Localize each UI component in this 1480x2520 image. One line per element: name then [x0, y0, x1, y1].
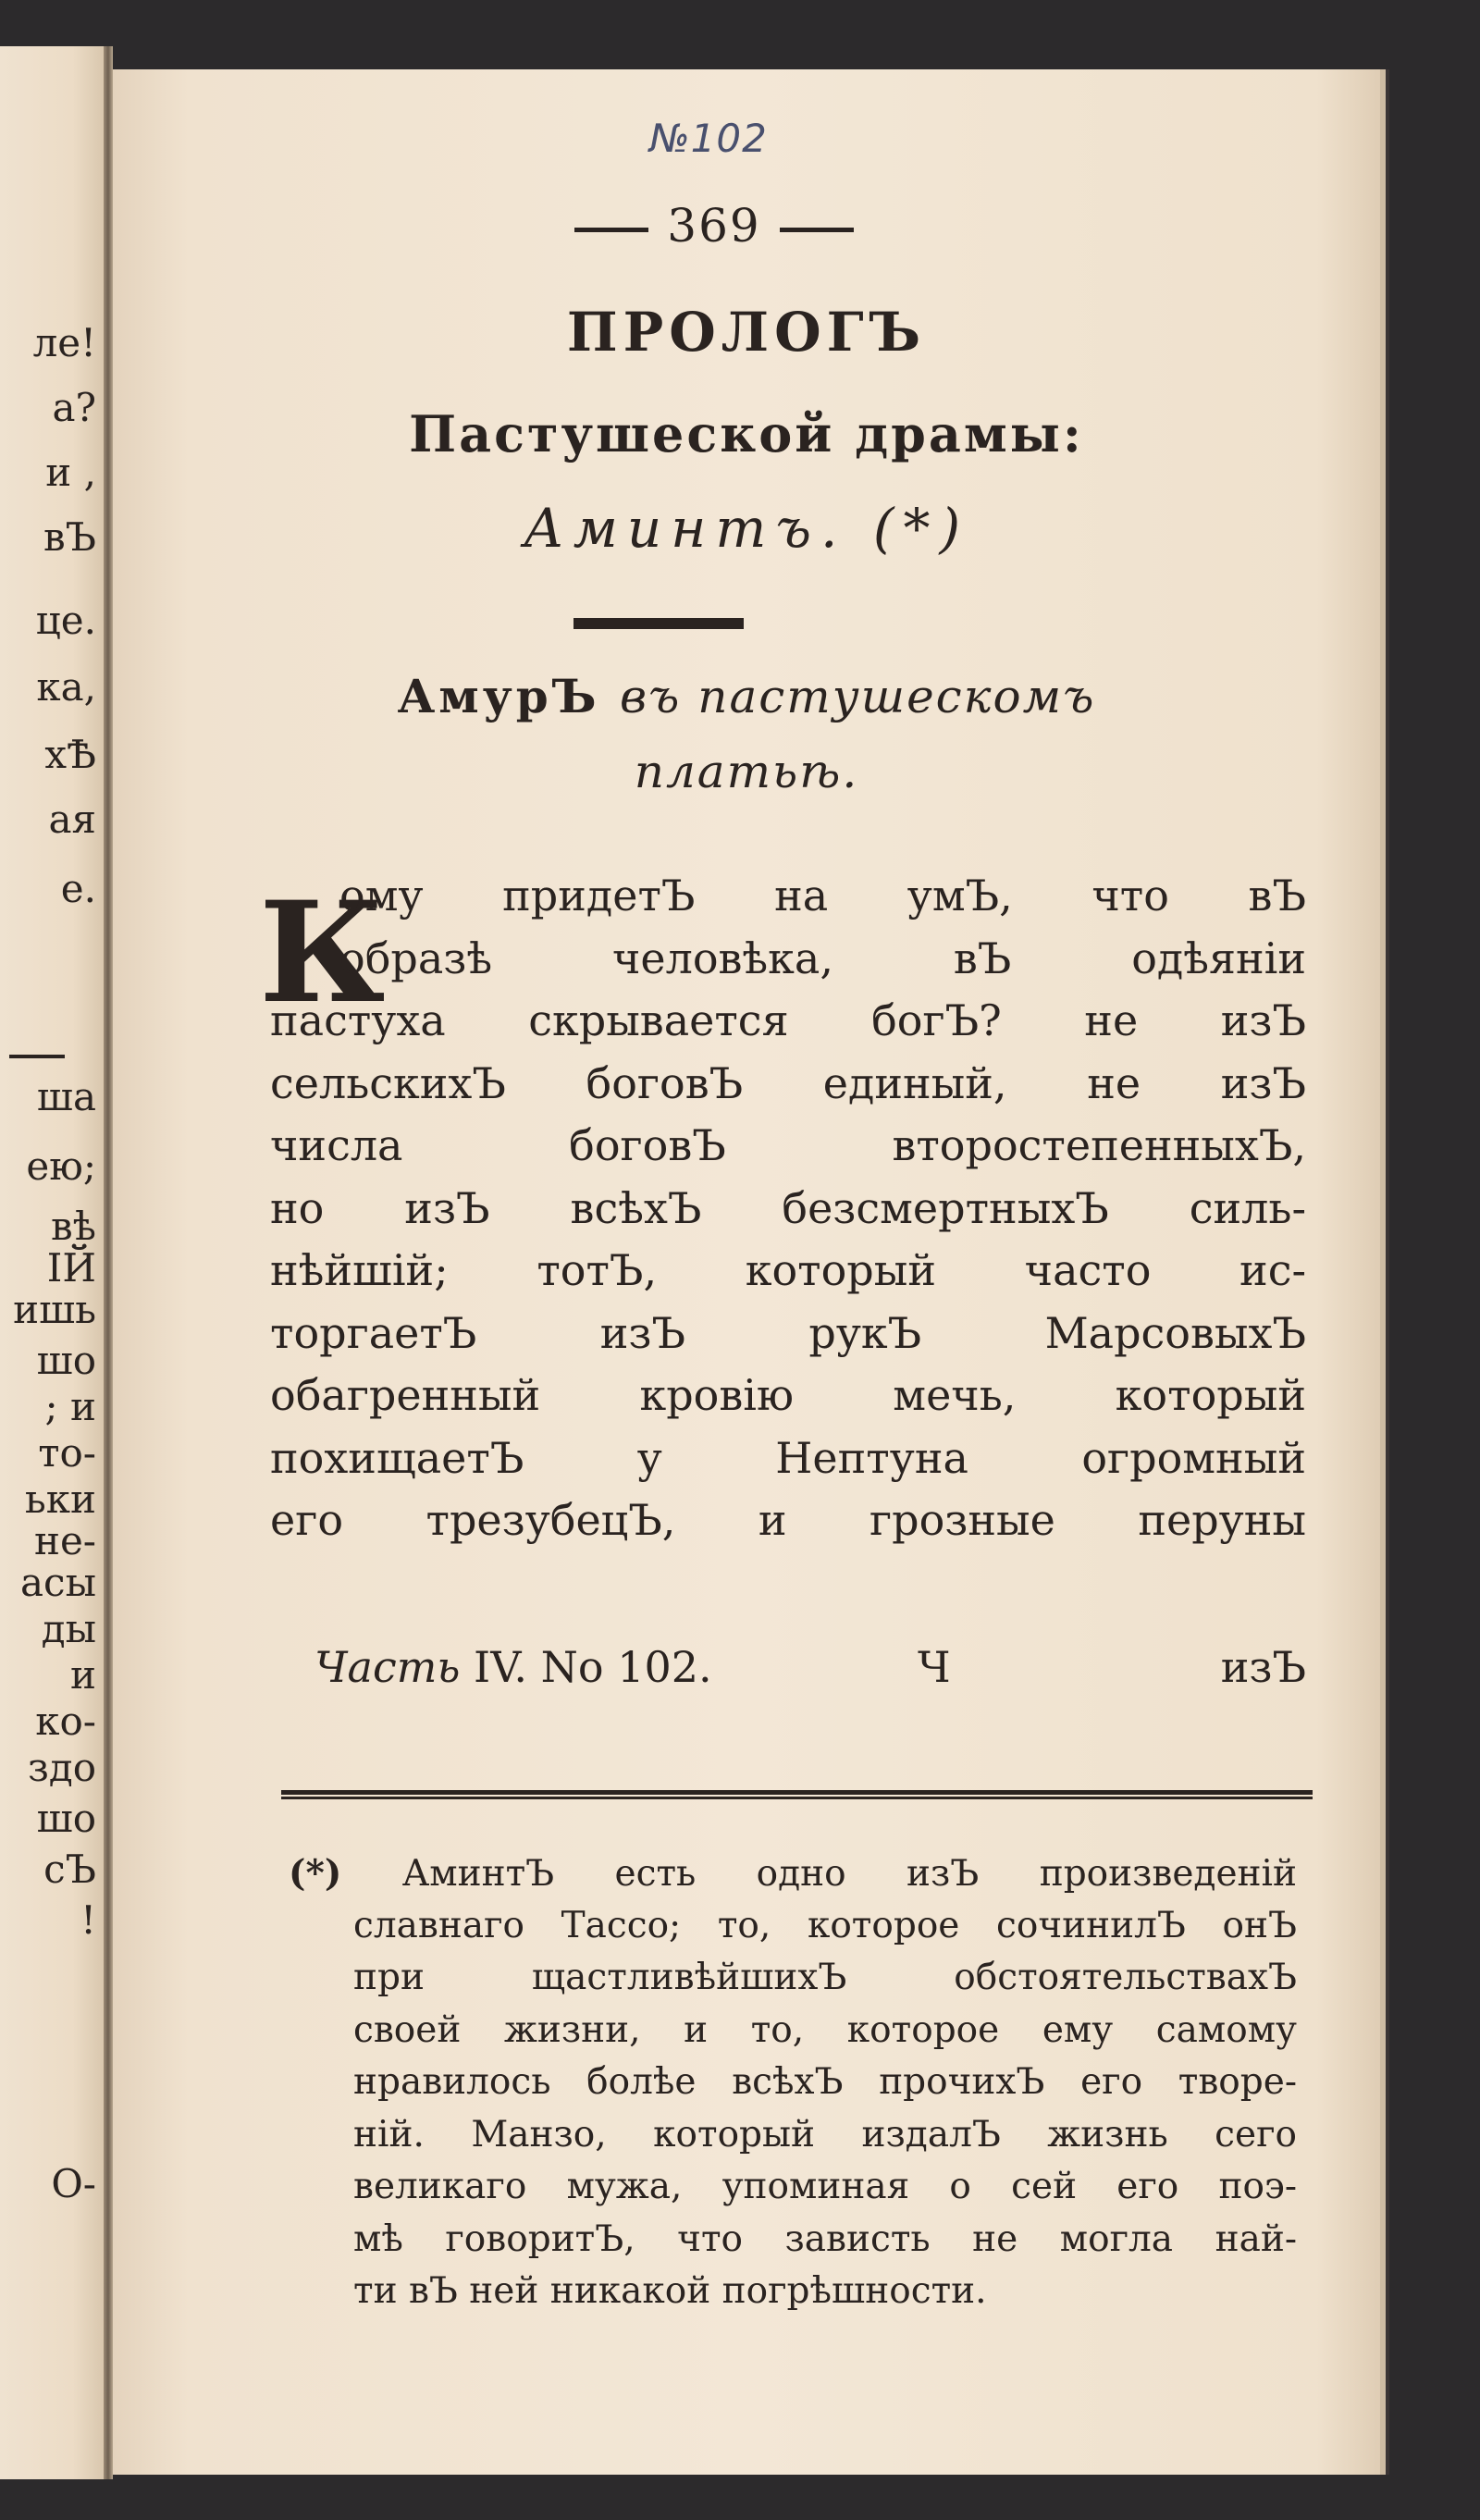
volume-number: IV. No 102. — [474, 1642, 712, 1692]
character-name: АмурЪ — [397, 669, 600, 723]
body-line: но изЪ всѣхЪ безсмертныхЪ силь- — [270, 1182, 1306, 1233]
catchword: изЪ — [1220, 1642, 1306, 1692]
footnote-line: при щастливѣйшихЪ обстоятельствахЪ — [353, 1957, 1297, 1998]
page-number-value: 369 — [667, 199, 761, 253]
left-page-fragment: ко- — [35, 1699, 96, 1744]
left-page-fragment: ка, — [36, 664, 96, 710]
body-line: ому придетЪ на умЪ, что вЪ — [339, 871, 1306, 920]
left-page-fragment: не- — [33, 1518, 96, 1563]
footnote-line: славнаго Тассо; то, которое сочинилЪ онЪ — [353, 1904, 1297, 1946]
left-page-fragment: ; и — [44, 1384, 96, 1429]
footnote-line: ти вЪ ней никакой погрѣшности. — [353, 2270, 987, 2312]
footnote-line: нравилось болѣе всѣхЪ прочихЪ его творе- — [353, 2061, 1297, 2103]
left-page-fragment: сЪ — [43, 1847, 96, 1892]
footnote-rule — [281, 1790, 1313, 1799]
footnote-line: своей жизни, и то, которое ему самому — [353, 2008, 1297, 2051]
volume-info — [314, 1642, 712, 1692]
left-page-fragment: е. — [60, 866, 96, 911]
left-facing-page — [0, 46, 104, 2479]
left-page-fragment: хѢ — [44, 732, 96, 777]
left-page-fragment: а? — [52, 385, 96, 430]
left-page-fragment: ша — [36, 1074, 96, 1119]
footnote — [289, 1847, 1297, 2318]
left-page-fragment: шо — [36, 1338, 96, 1383]
footnote-marker: (*) — [289, 1852, 342, 1895]
left-page-fragment: ІЙ — [46, 1245, 96, 1291]
left-page-fragment: це. — [35, 598, 96, 643]
title-sub: Пастушеской драмы: — [409, 404, 1084, 463]
left-page-fragment: ьки — [24, 1476, 96, 1522]
left-page-fragment: ле! — [32, 320, 96, 365]
left-page-rule — [9, 1055, 65, 1058]
drop-cap: К — [259, 871, 386, 1034]
body-line: его трезубецЪ, и грозные перуны — [270, 1495, 1306, 1545]
left-page-fragment: здо — [27, 1745, 96, 1790]
body-line: похищаетЪ у Нептуна огромный — [270, 1432, 1306, 1483]
left-page-fragment: асы — [20, 1560, 96, 1605]
left-page-fragment: ая — [48, 797, 96, 842]
left-page-fragment: ею; — [26, 1143, 96, 1189]
left-page-fragment: вЪ — [43, 514, 96, 560]
handwritten-note: №102 — [649, 116, 768, 161]
left-page-fragment: О- — [51, 2161, 96, 2206]
character-costume: въ пастушескомъ — [619, 670, 1096, 723]
left-page-fragment: вѣ — [51, 1204, 96, 1249]
left-page-fragment: и , — [45, 450, 96, 495]
book-spine — [104, 46, 113, 2479]
footnote-line: ній. Манзо, который издалЪ жизнь сего — [353, 2113, 1297, 2156]
body-line: нѣйшій; тотЪ, который часто ис- — [270, 1245, 1306, 1295]
left-page-fragment: ишь — [13, 1287, 96, 1332]
left-page-fragment: и — [70, 1652, 96, 1698]
body-line: сельскихЪ боговЪ единый, не изЪ — [270, 1057, 1306, 1108]
body-text — [270, 865, 1306, 1552]
book-page — [113, 69, 1380, 2475]
footnote-line — [289, 1847, 1297, 1900]
footnote-line: великаго мужа, упоминая о сей его поэ- — [353, 2166, 1297, 2207]
character-heading — [187, 669, 1306, 723]
body-line: образѣ человѣка, вЪ одѣяніи — [339, 933, 1306, 983]
title-divider — [574, 618, 744, 629]
body-line: торгаетЪ изЪ рукЪ МарсовыхЪ — [270, 1307, 1306, 1358]
title-name: Аминтъ. (*) — [523, 497, 970, 560]
dash-left — [574, 228, 648, 232]
left-page-fragment: то- — [38, 1430, 96, 1476]
body-line: пастуха скрывается богЪ? не изЪ — [270, 995, 1306, 1045]
character-heading-line2: платьѣ. — [634, 745, 859, 798]
footnote-line: мѣ говоритЪ, что зависть не могла най- — [353, 2217, 1297, 2260]
title-main: ПРОЛОГЪ — [566, 301, 927, 364]
left-page-fragment: ды — [41, 1606, 96, 1651]
signature-line — [314, 1642, 1306, 1698]
body-line: числа боговЪ второстепенныхЪ, — [270, 1120, 1306, 1170]
dash-right — [780, 228, 854, 232]
left-page-fragment: шо — [36, 1796, 96, 1841]
signature-mark: Ч — [918, 1642, 951, 1692]
left-page-fragment: ! — [80, 1897, 96, 1943]
page-number — [483, 199, 945, 253]
body-line: обагренный кровію мечь, который — [270, 1370, 1306, 1420]
footnote-line-text: АминтЪ есть одно изЪ произведеній — [401, 1853, 1297, 1895]
volume-label: Часть — [314, 1642, 461, 1692]
